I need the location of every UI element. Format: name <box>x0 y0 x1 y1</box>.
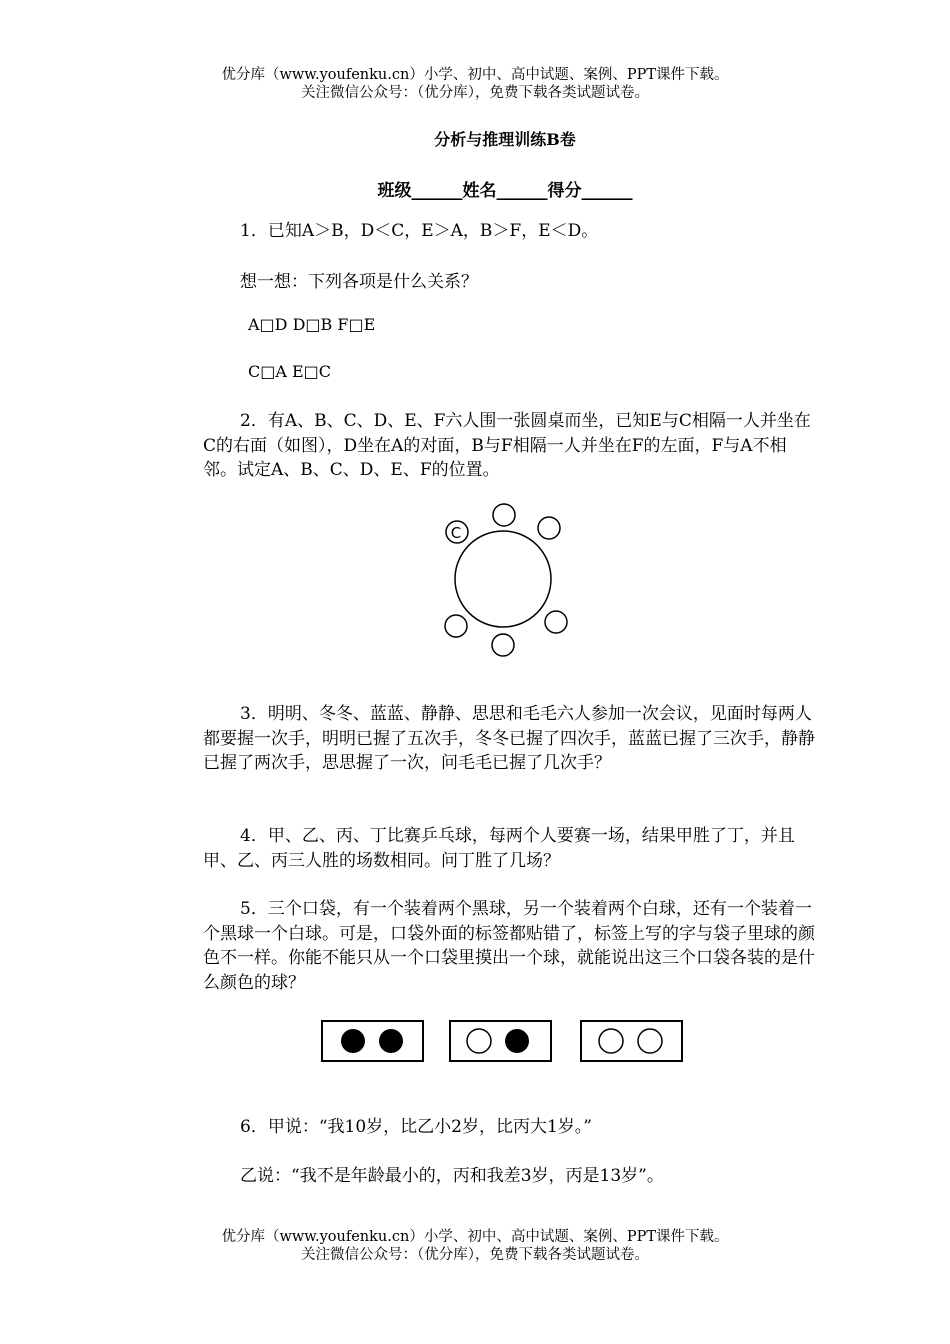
bag-1 <box>322 1021 423 1061</box>
question-5-text: 5．三个口袋，有一个装着两个黑球，另一个装着两个白球，还有一个装着一个黑球一个白球。可是，口袋外面的标签都贴错了，标签上写的字与袋子里球的颜色不一样。你能不能只从一个口袋里摸出一个球，就能说出这三个口袋各装的是什么颜色的球？ <box>203 899 815 993</box>
header-line-1: 优分库（www.youfenku.cn）小学、初中、高中试题、案例、PPT课件下载。 <box>221 67 729 83</box>
question-6-text: 6．甲说：“我10岁，比乙小2岁，比丙大1岁。” <box>240 1117 592 1137</box>
seat-top <box>493 504 515 526</box>
seat-c-label: C <box>450 524 462 542</box>
question-1-text: 1．已知A＞B，D＜C，E＞A，B＞F，E＜D。 <box>240 221 599 241</box>
seat-top-right <box>538 517 560 539</box>
question-1-prompt: 想一想：下列各项是什么关系？ <box>240 272 478 292</box>
student-info-line: 班级______姓名______得分______ <box>377 181 633 201</box>
header-line-2: 关注微信公众号：（优分库），免费下载各类试题试卷。 <box>301 85 649 101</box>
black-ball <box>505 1029 529 1053</box>
question-3-text: 3．明明、冬冬、蓝蓝、静静、思思和毛毛六人参加一次会议，见面时每两人都要握一次手，明明已握了五次手，冬冬已握了四次手，蓝蓝已握了三次手，静静已握了两次手，思思握了一次，问毛毛已握了几次手？ <box>203 704 815 773</box>
seat-bottom <box>492 634 514 656</box>
black-ball <box>341 1029 365 1053</box>
question-4-text: 4．甲、乙、丙、丁比赛乒乓球，每两个人要赛一场，结果甲胜了丁，并且甲、乙、丙三人胜的场数相同。问丁胜了几场？ <box>203 826 795 871</box>
white-ball <box>638 1029 662 1053</box>
black-ball <box>379 1029 403 1053</box>
bags-diagram <box>318 1018 688 1068</box>
question-6-line-2: 乙说：“我不是年龄最小的，丙和我差3岁，丙是13岁”。 <box>240 1166 664 1186</box>
white-ball <box>467 1029 491 1053</box>
question-1-row-2: C□A E□C <box>248 362 332 381</box>
footer-line-2: 关注微信公众号：（优分库），免费下载各类试题试卷。 <box>301 1247 649 1263</box>
footer-line-1: 优分库（www.youfenku.cn）小学、初中、高中试题、案例、PPT课件下载。 <box>221 1229 729 1245</box>
white-ball <box>599 1029 623 1053</box>
question-2-text: 2．有A、B、C、D、E、F六人围一张圆桌而坐，已知E与C相隔一人并坐在C的右面（如图），D坐在A的对面，B与F相隔一人并坐在F的左面，F与A不相邻。试定A、B、C、D、E、F的位置。 <box>203 411 811 480</box>
round-table <box>455 531 551 627</box>
question-1-row-1: A□D D□B F□E <box>248 315 376 334</box>
round-table-diagram <box>430 495 580 665</box>
bag-2 <box>450 1021 551 1061</box>
seat-bottom-right <box>545 611 567 633</box>
page-title: 分析与推理训练B卷 <box>434 130 576 149</box>
seat-bottom-left <box>445 615 467 637</box>
bag-3 <box>581 1021 682 1061</box>
